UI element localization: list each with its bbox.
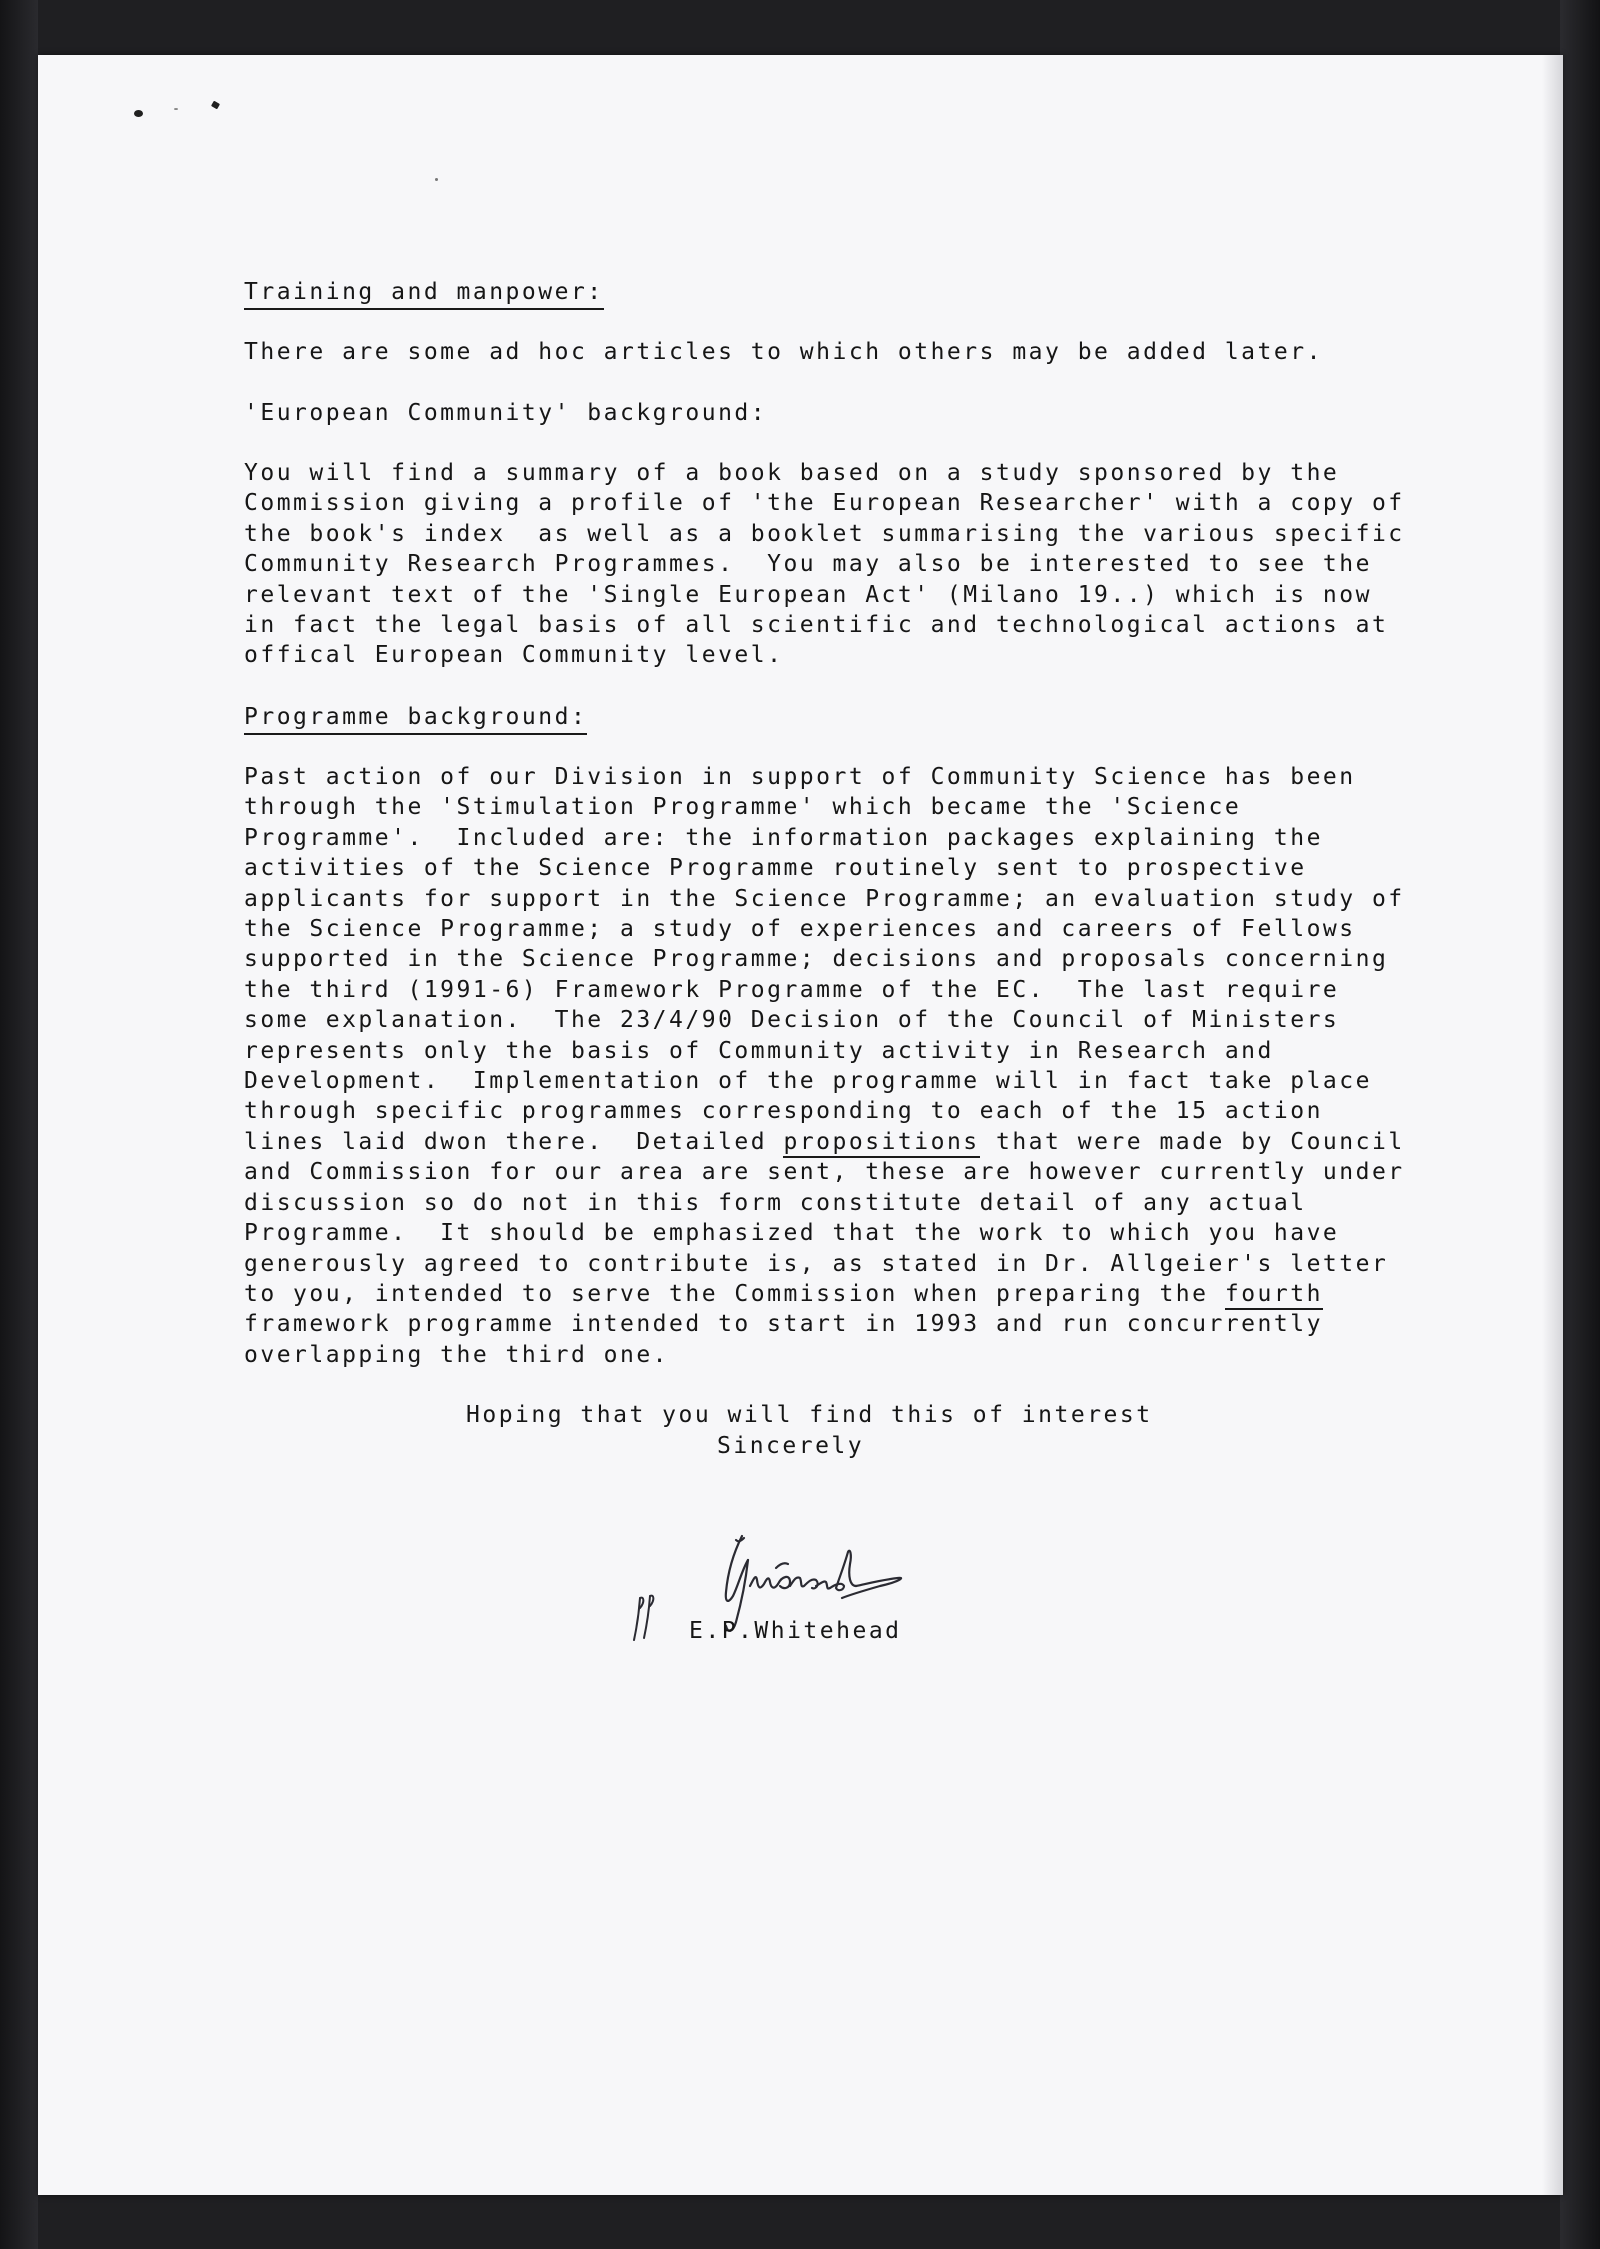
heading-training-and-manpower: Training and manpower: bbox=[244, 277, 604, 310]
paragraph-line: supported in the Science Programme; decisions and proposals concerning bbox=[244, 946, 1389, 973]
paragraph-line: Commission giving a profile of 'the European Researcher' with a copy of bbox=[244, 490, 1405, 517]
paragraph-line: overlapping the third one. bbox=[244, 1341, 670, 1368]
paragraph-line: activities of the Science Programme routinely sent to prospective bbox=[244, 855, 1307, 882]
paragraph-line: the Science Programme; a study of experiences and careers of Fellows bbox=[244, 916, 1356, 943]
programme-background-paragraph bbox=[244, 762, 1405, 1370]
signatory-name: E.P.Whitehead bbox=[689, 1618, 902, 1644]
page-edge-shadow bbox=[1542, 55, 1563, 2195]
paragraph-line: represents only the basis of Community activity in Research and bbox=[244, 1037, 1274, 1064]
paragraph-line: the third (1991-6) Framework Programme of the EC. The last require bbox=[244, 976, 1340, 1003]
paragraph-line: framework programme intended to start in 1993 and run concurrently bbox=[244, 1311, 1323, 1338]
paragraph-line: Programme'. Included are: the information packages explaining the bbox=[244, 824, 1323, 851]
pp-mark-handwritten bbox=[630, 1590, 660, 1650]
paragraph-line: in fact the legal basis of all scientific and technological actions at bbox=[244, 612, 1389, 639]
scan-border-right bbox=[1560, 0, 1600, 2249]
line-segment: to you, intended to serve the Commission when preparing the bbox=[244, 1280, 1225, 1307]
paragraph-line: relevant text of the 'Single European Act' (Milano 19..) which is now bbox=[244, 581, 1372, 608]
line-segment: that were made by Council bbox=[979, 1128, 1405, 1155]
paragraph-line: through specific programmes corresponding to each of the 15 action bbox=[244, 1098, 1323, 1125]
paragraph-line: Past action of our Division in support of Community Science has been bbox=[244, 764, 1356, 790]
paragraph-line: Development. Implementation of the programme will in fact take place bbox=[244, 1068, 1372, 1095]
paragraph-line: some explanation. The 23/4/90 Decision of the Council of Ministers bbox=[244, 1007, 1340, 1034]
closing-line: Hoping that you will find this of interest bbox=[466, 1402, 1153, 1428]
paper-specks bbox=[130, 100, 240, 120]
heading-european-community-background: 'European Community' background: bbox=[244, 400, 768, 426]
paragraph-line: and Commission for our area are sent, these are however currently under bbox=[244, 1159, 1405, 1186]
paragraph-line: You will find a summary of a book based on a study sponsored by the bbox=[244, 460, 1340, 486]
paragraph-line: through the 'Stimulation Programme' which became the 'Science bbox=[244, 794, 1242, 821]
paragraph-line: applicants for support in the Science Programme; an evaluation study of bbox=[244, 885, 1405, 912]
training-body: There are some ad hoc articles to which others may be added later. bbox=[244, 339, 1323, 365]
heading-programme-background: Programme background: bbox=[244, 702, 587, 735]
scan-border-left bbox=[0, 0, 38, 2249]
paragraph-line: Community Research Programmes. You may also be interested to see the bbox=[244, 551, 1372, 578]
paragraph-line: Programme. It should be emphasized that the work to which you have bbox=[244, 1220, 1340, 1247]
underlined-word-fourth: fourth bbox=[1225, 1281, 1323, 1310]
line-segment: lines laid dwon there. Detailed bbox=[244, 1128, 784, 1155]
paragraph-line-with-underline bbox=[244, 1279, 1405, 1309]
paragraph-line: generously agreed to contribute is, as stated in Dr. Allgeier's letter bbox=[244, 1250, 1389, 1277]
paragraph-line: offical European Community level. bbox=[244, 642, 784, 669]
paragraph-line-with-underline bbox=[244, 1127, 1405, 1157]
underlined-word-propositions: propositions bbox=[783, 1129, 979, 1158]
ec-background-paragraph bbox=[244, 458, 1405, 671]
paragraph-line: the book's index as well as a booklet summarising the various specific bbox=[244, 520, 1405, 547]
closing-sincerely: Sincerely bbox=[717, 1433, 865, 1459]
paragraph-line: discussion so do not in this form constitute detail of any actual bbox=[244, 1189, 1307, 1216]
